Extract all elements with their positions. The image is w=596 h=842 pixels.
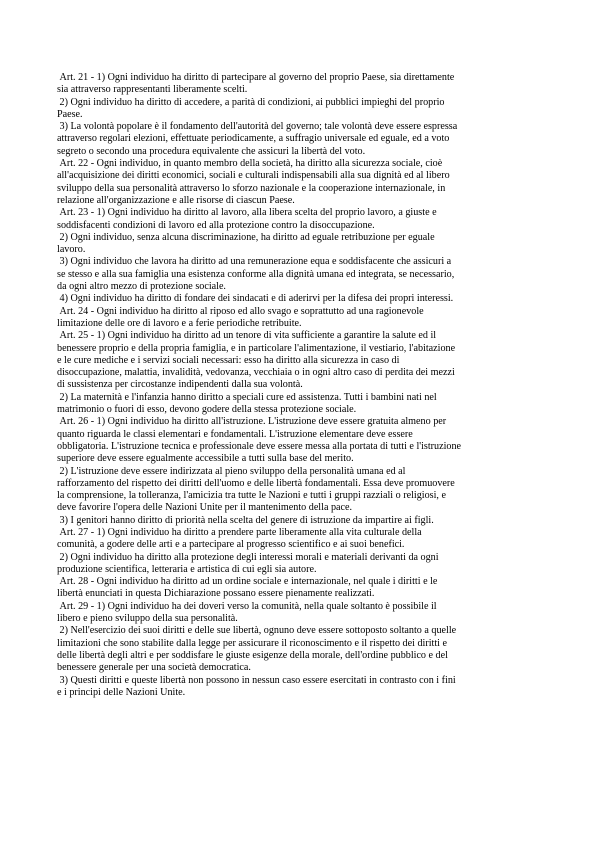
paragraph-art27-2: 2) Ogni individuo ha diritto alla protezione degli interessi morali e materiali derivanti da ogni produzione scientifica, letteraria e artistica di cui egli sia autore. [57, 551, 439, 575]
paragraph-art26-2: 2) L'istruzione deve essere indirizzata al pieno sviluppo della personalità umana ed al rafforzamento del rispetto dei diritti dell'uomo e delle libertà fondamentali. Essa deve promuovere la comprensione, la tolleranza, l'amicizia tra tutte le Nazioni e tutti i gruppi razziali o religiosi, e deve favorire l'opera delle Nazioni Unite per il mantenimento della pace. [57, 465, 455, 514]
document-page [57, 72, 539, 699]
paragraph-art26-3: 3) I genitori hanno diritto di priorità nella scelta del genere di istruzione da impartire ai figli. [57, 514, 434, 526]
paragraph-art22: Art. 22 - Ogni individuo, in quanto membro della società, ha diritto alla sicurezza sociale, cioè all'acquisizione dei diritti economici, sociali e culturali indispensabili alla sua dignità ed al libero sviluppo della sua personalità attraverso lo sforzo nazionale e la cooperazione internazionale, in relazione all'organizzazione e alle risorse di ciascun Paese. [57, 158, 450, 206]
paragraph-art28: Art. 28 - Ogni individuo ha diritto ad un ordine sociale e internazionale, nel quale i diritti e le libertà enunciati in questa Dichiarazione possano essere pienamente realizzati. [57, 576, 438, 600]
paragraph-art29-1: Art. 29 - 1) Ogni individuo ha dei doveri verso la comunità, nella quale soltanto è possibile il libero e pieno sviluppo della sua personalità. [57, 600, 437, 625]
paragraph-art26-1: Art. 26 - 1) Ogni individuo ha diritto all'istruzione. L'istruzione deve essere gratuita almeno per quanto riguarda le classi elementari e fondamentali. L'istruzione elementare deve essere obbligatoria. L'istruzione tecnica e professionale deve essere messa alla portata di tutti e l'istruzione superiore deve essere egualmente accessibile a tutti sulla base del merito. [57, 416, 462, 465]
paragraph-art25-1: Art. 25 - 1) Ogni individuo ha diritto ad un tenore di vita sufficiente a garantire la salute ed il benessere proprio e della propria famiglia, e in particolare l'alimentazione, il vestiario, l'abitazione e le cure mediche e i servizi sociali necessari: esso ha diritto alla sicurezza in caso di disoccupazione, malattia, invalidità, vedovanza, vecchiaia o in ogni altro caso di perdita dei mezzi di sussistenza per circostanze indipendenti dalla sua volontà. [57, 330, 456, 391]
paragraph-art29-2: 2) Nell'esercizio dei suoi diritti e delle sue libertà, ognuno deve essere sottoposto soltanto a quelle limitazioni che sono stabilite dalla legge per assicurare il riconoscimento e il rispetto dei diritti e delle libertà degli altri e per soddisfare le giuste esigenze della morale, dell'ordine pubblico e del benessere generale per una società democratica. [57, 625, 457, 674]
paragraph-art25-2: 2) La maternità e l'infanzia hanno diritto a speciali cure ed assistenza. Tutti i bambini nati nel matrimonio o fuori di esso, devono godere della stessa protezione sociale. [57, 391, 437, 416]
paragraph-art23-2: 2) Ogni individuo, senza alcuna discriminazione, ha diritto ad eguale retribuzione per eguale lavoro. [57, 231, 435, 256]
paragraph-art21-3: 3) La volontà popolare è il fondamento dell'autorità del governo; tale volontà deve essere espressa attraverso regolari elezioni, effettuate periodicamente, a suffragio universale ed eguale, ed a voto segreto o secondo una procedura equivalente che assicuri la libertà del voto. [57, 121, 458, 157]
paragraph-art21-1: Art. 21 - 1) Ogni individuo ha diritto di partecipare al governo del proprio Paese, sia direttamente sia attraverso rappresentanti liberamente scelti. [57, 72, 455, 96]
paragraph-art29-3: 3) Questi diritti e queste libertà non possono in nessun caso essere esercitati in contrasto con i fini e i principi delle Nazioni Unite. [57, 674, 456, 698]
paragraph-art24: Art. 24 - Ogni individuo ha diritto al riposo ed allo svago e soprattutto ad una ragionevole limitazione delle ore di lavoro e a ferie periodiche retribuite. [57, 305, 424, 329]
paragraph-art23-1: Art. 23 - 1) Ogni individuo ha diritto al lavoro, alla libera scelta del proprio lavoro, a giuste e soddisfacenti condizioni di lavoro ed alla protezione contro la disoccupazione. [57, 207, 437, 231]
paragraph-art21-2: 2) Ogni individuo ha diritto di accedere, a parità di condizioni, ai pubblici impieghi del proprio Paese. [57, 96, 445, 120]
paragraph-art27-1: Art. 27 - 1) Ogni individuo ha diritto a prendere parte liberamente alla vita culturale della comunità, a godere delle arti e a partecipare al progresso scientifico e ai suoi benefici. [57, 526, 422, 551]
paragraph-art23-4: 4) Ogni individuo ha diritto di fondare dei sindacati e di aderirvi per la difesa dei propri interessi. [57, 293, 454, 305]
paragraph-art23-3: 3) Ogni individuo che lavora ha diritto ad una remunerazione equa e soddisfacente che assicuri a se stesso e alla sua famiglia una esistenza conforme alla dignità umana ed integrata, se necessario, da ogni altro mezzo di protezione sociale. [57, 256, 455, 293]
